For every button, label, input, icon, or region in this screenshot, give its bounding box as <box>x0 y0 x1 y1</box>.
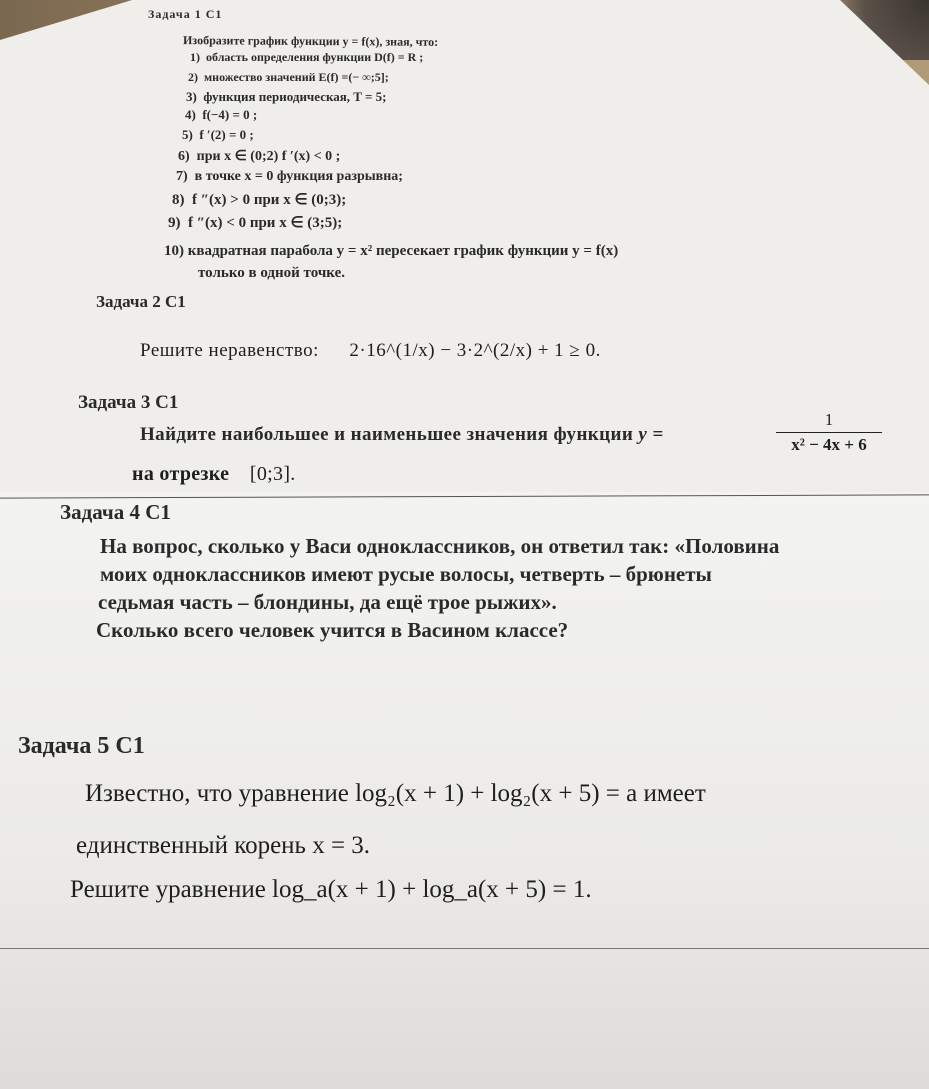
task1-item: 2) множество значений E(f) =(− ∞;5]; <box>188 70 389 84</box>
task1-item: 6) при x ∈ (0;2) f ′(x) < 0 ; <box>178 149 341 164</box>
task3-fraction <box>776 410 882 455</box>
task1-intro: Изобразите график функции y = f(x), зная, что: <box>182 33 439 49</box>
task5-line1: Известно, что уравнение log₂(x + 1) + log₂(x + 5) = a имеет <box>85 780 706 807</box>
task3-numerator: 1 <box>824 410 834 429</box>
section-divider <box>0 948 929 949</box>
task1-item: 5) f ′(2) = 0 ; <box>182 127 254 142</box>
task1-title: Задача 1 С1 <box>148 7 223 21</box>
fraction-bar <box>776 432 882 433</box>
task1-item: 4) f(−4) = 0 ; <box>185 107 258 122</box>
task3-prompt: Найдите наибольшее и наименьшее значения функции <box>140 424 634 445</box>
task4-line: седьмая часть – блондины, да ещё трое рыжих». <box>98 590 557 614</box>
task4-title: Задача 4 С1 <box>60 500 171 524</box>
task2-title: Задача 2 С1 <box>96 292 186 311</box>
task4-line: На вопрос, сколько у Васи одноклассников, он ответил так: «Половина <box>100 534 780 558</box>
task1-item: 10) квадратная парабола y = x² пересекает график функции y = f(x) <box>164 243 619 259</box>
task5-line2: единственный корень x = 3. <box>76 832 371 859</box>
task3-title: Задача 3 С1 <box>78 392 179 413</box>
task3-interval-line <box>132 463 296 486</box>
task2-line <box>140 340 601 362</box>
task1-item: 8) f ″(x) > 0 при x ∈ (0;3); <box>172 192 347 208</box>
task1-item10-continuation: только в одной точке. <box>198 265 345 281</box>
task3-func-lhs: y = <box>638 424 664 445</box>
task4-line: Сколько всего человек учится в Васином классе? <box>96 618 569 642</box>
task1-item: 7) в точке x = 0 функция разрывна; <box>176 169 403 184</box>
task4-line: моих одноклассников имеют русые волосы, четверть – брюнеты <box>100 562 712 586</box>
task2-prompt: Решите неравенство: <box>140 340 319 361</box>
task4-paragraph <box>96 532 929 644</box>
task2-expression: 2·16^(1/x) − 3·2^(2/x) + 1 ≥ 0. <box>349 340 601 361</box>
task1-item: 3) функция периодическая, T = 5; <box>186 89 387 104</box>
task3-prompt-line <box>140 424 664 446</box>
task1-item: 9) f ″(x) < 0 при x ∈ (3;5); <box>168 215 343 231</box>
task5-title: Задача 5 С1 <box>18 733 145 759</box>
task1-item: 1) область определения функции D(f) = R ; <box>190 50 424 64</box>
task3-interval: [0;3]. <box>249 463 296 485</box>
task3-interval-text: на отрезке <box>132 463 230 485</box>
task3-denominator: x² − 4x + 6 <box>791 435 867 454</box>
task5-line3: Решите уравнение log_a(x + 1) + log_a(x + 5) = 1. <box>70 876 592 903</box>
